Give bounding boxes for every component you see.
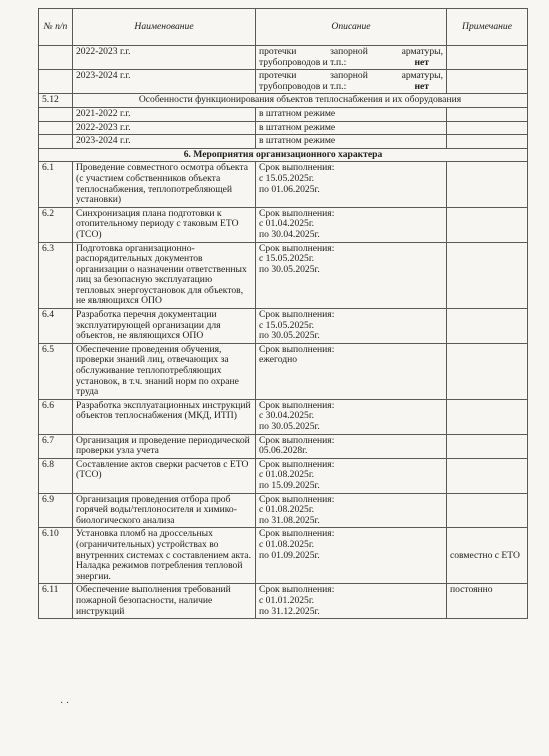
measure-note: [447, 343, 528, 399]
row-num: 6.9: [39, 493, 73, 528]
deadline-line: ежегодно: [259, 354, 298, 366]
section-row-6: [39, 148, 528, 162]
measure-name: Обеспечение выполнения требований пожарной безопасности, наличие инструкций: [73, 584, 256, 619]
row-num: 6.2: [39, 207, 73, 242]
measure-name: Разработка перечня документации эксплуатирующей организации для объектов, не являющихся ОПО: [73, 309, 256, 344]
table-row: [39, 434, 528, 458]
deadline-line: Срок выполнения:: [259, 458, 335, 470]
bottom-marks: · ·: [60, 698, 70, 709]
measure-deadline: [256, 528, 447, 584]
year-cell: 2023-2024 г.г.: [73, 70, 256, 94]
deadline-line: Срок выполнения:: [259, 343, 335, 355]
measure-note: [447, 309, 528, 344]
row-num: 6.10: [39, 528, 73, 584]
deadline-line: по 31.12.2025г.: [259, 605, 320, 617]
row-num: 6.5: [39, 343, 73, 399]
row-num: 6.1: [39, 162, 73, 207]
deadline-line: Срок выполнения:: [259, 207, 335, 219]
year-cell: 2021-2022 г.г.: [73, 107, 256, 121]
table-row: [39, 162, 528, 207]
section-title: Особенности функционирования объектов теплоснабжения и их оборудования: [73, 94, 528, 108]
deadline-line: с 01.01.2025г.: [259, 594, 315, 606]
measure-deadline: [256, 309, 447, 344]
deadline-line: по 30.05.2025г.: [259, 330, 320, 342]
year-cell: 2022-2023 г.г.: [73, 121, 256, 135]
measure-name: Установка пломб на дроссельных (ограничительных) устройствах во внутренних системах с составлением акта. Наладка режимов потребления тепловой энергии.: [73, 528, 256, 584]
deadline-line: 05.06.2028г.: [259, 445, 308, 457]
desc-cell: протечки запорной арматуры, трубопроводов и т.п.: нет: [256, 70, 447, 94]
measure-name: Подготовка организационно-распорядительных документов организации о назначении ответственных лиц за безопасную эксплуатацию тепловых энергоустановок для объектов, не являющихся ОПО: [73, 242, 256, 309]
measure-name: Организация и проведение периодической проверки узла учета: [73, 434, 256, 458]
deadline-line: с 01.04.2025г.: [259, 218, 315, 230]
measure-note: [447, 458, 528, 493]
deadline-line: Срок выполнения:: [259, 584, 335, 596]
table-row: [39, 399, 528, 434]
measure-note: постоянно: [447, 584, 528, 619]
header-desc: Описание: [256, 9, 447, 46]
measure-note: [447, 434, 528, 458]
table-row: [39, 46, 528, 70]
deadline-line: с 01.08.2025г.: [259, 538, 315, 550]
measure-name: Разработка эксплуатационных инструкций объектов теплоснабжения (МКД, ИТП): [73, 399, 256, 434]
deadline-line: Срок выполнения:: [259, 309, 335, 321]
deadline-line: с 15.05.2025г.: [259, 253, 315, 265]
table-row: [39, 207, 528, 242]
deadline-line: Срок выполнения:: [259, 399, 335, 411]
desc-cell: в штатном режиме: [256, 135, 447, 149]
measure-name: Составление актов сверки расчетов с ЕТО (ТСО): [73, 458, 256, 493]
table-row: [39, 135, 528, 149]
header-name: Наименование: [73, 9, 256, 46]
measure-deadline: [256, 162, 447, 207]
deadline-line: с 15.05.2025г.: [259, 319, 315, 331]
year-cell: 2023-2024 г.г.: [73, 135, 256, 149]
measure-note: [447, 207, 528, 242]
row-num: 6.6: [39, 399, 73, 434]
measure-note: [447, 242, 528, 309]
deadline-line: по 30.05.2025г.: [259, 263, 320, 275]
deadline-line: по 30.05.2025г.: [259, 421, 320, 432]
measure-note: [447, 162, 528, 207]
desc-cell: протечки запорной арматуры, трубопроводов и т.п.: нет: [256, 46, 447, 70]
table-row: [39, 458, 528, 493]
deadline-line: с 01.08.2025г.: [259, 469, 315, 481]
header-num: № п/п: [39, 9, 73, 46]
table-row: [39, 121, 528, 135]
measure-name: Организация проведения отбора проб горячей воды/теплоносителя и химико-биологического анализа: [73, 493, 256, 528]
table-row: [39, 528, 528, 584]
measure-deadline: [256, 434, 447, 458]
table-row: [39, 343, 528, 399]
deadline-line: с 15.05.2025г.: [259, 172, 315, 184]
table-row: [39, 584, 528, 619]
table-row: [39, 493, 528, 528]
row-num: 6.4: [39, 309, 73, 344]
measure-note: [447, 493, 528, 528]
measures-table: [38, 8, 528, 619]
measure-note: совместно с ЕТО: [447, 528, 528, 584]
table-header-row: [39, 9, 528, 46]
deadline-line: по 31.08.2025г.: [259, 514, 320, 526]
measure-deadline: [256, 207, 447, 242]
desc-cell: в штатном режиме: [256, 107, 447, 121]
deadline-line: с 01.08.2025г.: [259, 504, 315, 516]
row-num: 6.11: [39, 584, 73, 619]
row-num: 5.12: [39, 94, 73, 108]
measure-deadline: [256, 399, 447, 434]
measure-name: Проведение совместного осмотра объекта (с участием собственников объекта теплоснабжения, теплопотребляющей установки): [73, 162, 256, 207]
table-row: [39, 242, 528, 309]
section-row-5-12: [39, 94, 528, 108]
row-num: 6.8: [39, 458, 73, 493]
deadline-line: Срок выполнения:: [259, 162, 335, 174]
table-row: [39, 107, 528, 121]
deadline-line: Срок выполнения:: [259, 242, 335, 254]
deadline-line: с 30.04.2025г.: [259, 410, 315, 422]
deadline-line: по 01.06.2025г.: [259, 183, 320, 195]
measure-deadline: [256, 493, 447, 528]
section-title: 6. Мероприятия организационного характера: [39, 148, 528, 162]
measure-note: [447, 399, 528, 434]
document-sheet: [38, 8, 527, 619]
desc-cell: в штатном режиме: [256, 121, 447, 135]
deadline-line: Срок выполнения:: [259, 434, 335, 446]
year-cell: 2022-2023 г.г.: [73, 46, 256, 70]
deadline-line: по 15.09.2025г.: [259, 479, 320, 491]
row-num: 6.3: [39, 242, 73, 309]
measure-name: Обеспечение проведения обучения, проверки знаний лиц, отвечающих за обслуживание теплопотребляющих установок, в т.ч. знаний норм по охране труда: [73, 343, 256, 399]
deadline-line: Срок выполнения:: [259, 493, 335, 505]
deadline-line: Срок выполнения:: [259, 528, 335, 540]
measure-deadline: [256, 343, 447, 399]
table-row: [39, 309, 528, 344]
row-num: 6.7: [39, 434, 73, 458]
header-note: Примечание: [447, 9, 528, 46]
measure-deadline: [256, 242, 447, 309]
measure-deadline: [256, 584, 447, 619]
measure-name: Синхронизация плана подготовки к отопительному периоду с таковым ЕТО (ТСО): [73, 207, 256, 242]
deadline-line: по 01.09.2025г.: [259, 549, 320, 561]
table-row: [39, 70, 528, 94]
deadline-line: по 30.04.2025г.: [259, 228, 320, 240]
measure-deadline: [256, 458, 447, 493]
